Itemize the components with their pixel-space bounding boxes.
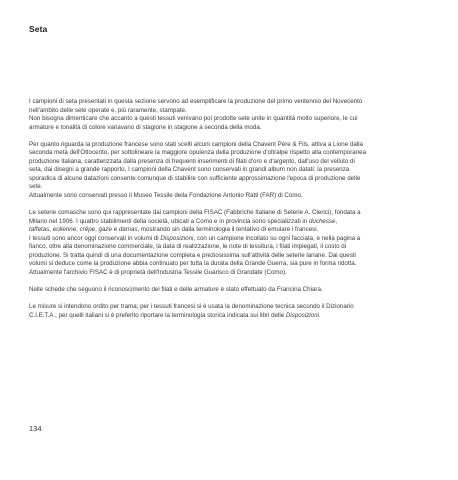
- paragraph-chavent: [29, 141, 419, 201]
- text-line: armature e tonalità di colore variavano di stagione in stagione a seconda della moda.: [29, 123, 262, 131]
- paragraph-intro: [29, 98, 419, 132]
- text-line: Milano nel 1906. I quattro stabilimenti della società, ubicati a Como e in provincia sono specializzati in duchesse,: [29, 217, 338, 225]
- text-line: Nelle schede che seguono il riconoscimento dei filati e delle armature è stato effettuato da Francina Chiara.: [29, 286, 323, 294]
- text-line: C.I.E.T.A., per quelli italiani si è preferito riportare la terminologia storica indicata sui libri delle Disposizioni.: [29, 311, 321, 319]
- text-line: sete.: [29, 183, 43, 191]
- text-line: produzione. Si tratta quindi di una documentazione completa e preziosissima sull'attività delle seterie lariane. Dai questi: [29, 251, 356, 259]
- text-line: Attualmente sono conservati presso il Museo Tessile della Fondazione Antonio Ratti (FAR) di Como.: [29, 192, 303, 200]
- text-line: Per quanto riguarda la produzione francese sono stati scelti alcuni campioni della Chavent Père & Fils, attiva a Lione dalla: [29, 140, 363, 148]
- text-line: Le misure si intendono ordito per trama; per i tessuti francesi si è usata la denominazione tecnica secondo il Dizionario: [29, 303, 354, 311]
- text-line: sporadica di alcune datazioni consente comunque di stabilire con sufficiente approssimazione l'epoca di produzione delle: [29, 174, 361, 182]
- text-line: Non bisogna dimenticare che accanto a questi tessuti venivano poi prodotte sete unite in quantità molto superiore, le cui: [29, 115, 358, 123]
- text-line: nell'ambito delle sete operate e, più raramente, stampate.: [29, 106, 187, 114]
- page-title: Seta: [29, 24, 48, 34]
- text-line: taffetas, eolienne, crêpe, gaze e damas, mostrando sin dalla terminologia il tentativo di emulare i francesi.: [29, 226, 319, 234]
- text-line: Attualmente l'archivio FISAC è di proprietà dell'Industria Tessile Guarisco di Grandate (Como).: [29, 268, 287, 276]
- text-line: Le seterie comasche sono qui rappresentate dai campioni della FISAC (Fabbriche Italiane di Seterie A. Clerici), fondata a: [29, 209, 361, 217]
- paragraph-measures: [29, 303, 419, 320]
- text-line: fianco, oltre alla denominazione commerciale, la data di realizzazione, le note di tessitura, i filati impiegati, il costo di: [29, 243, 347, 251]
- paragraph-credits: [29, 286, 419, 295]
- text-line: produzione italiana, caratterizzata dalla presenza di frequenti inserimenti di filati d'oro e d'argento, dall'uso del velluto di: [29, 157, 355, 165]
- text-line: volumi si deduce come la produzione abbia continuato per tutta la durata della Grande Guerra, sia pure in forma ridotta.: [29, 260, 357, 268]
- text-line: I campioni di seta presentati in questa sezione servono ad esemplificare la produzione del primo ventennio del Novecento: [29, 98, 363, 105]
- text-line: I tessuti sono ancor oggi conservati in volumi di Disposizioni, con un campione incollato su ogni facciata, e nella pagina a: [29, 234, 361, 242]
- paragraph-fisac: [29, 209, 419, 277]
- text-line: seconda metà dell'Ottocento, per sottolineare la maggiore opulenza della produzione d'oltralpe rispetto alla contemporanea: [29, 149, 367, 157]
- body-text: [29, 98, 419, 320]
- page-number: 134: [29, 424, 42, 433]
- text-line: seta, dai disegni a grande rapporto. I campioni della Chavent sono conservati in grandi album non datati: la presenza: [29, 166, 350, 174]
